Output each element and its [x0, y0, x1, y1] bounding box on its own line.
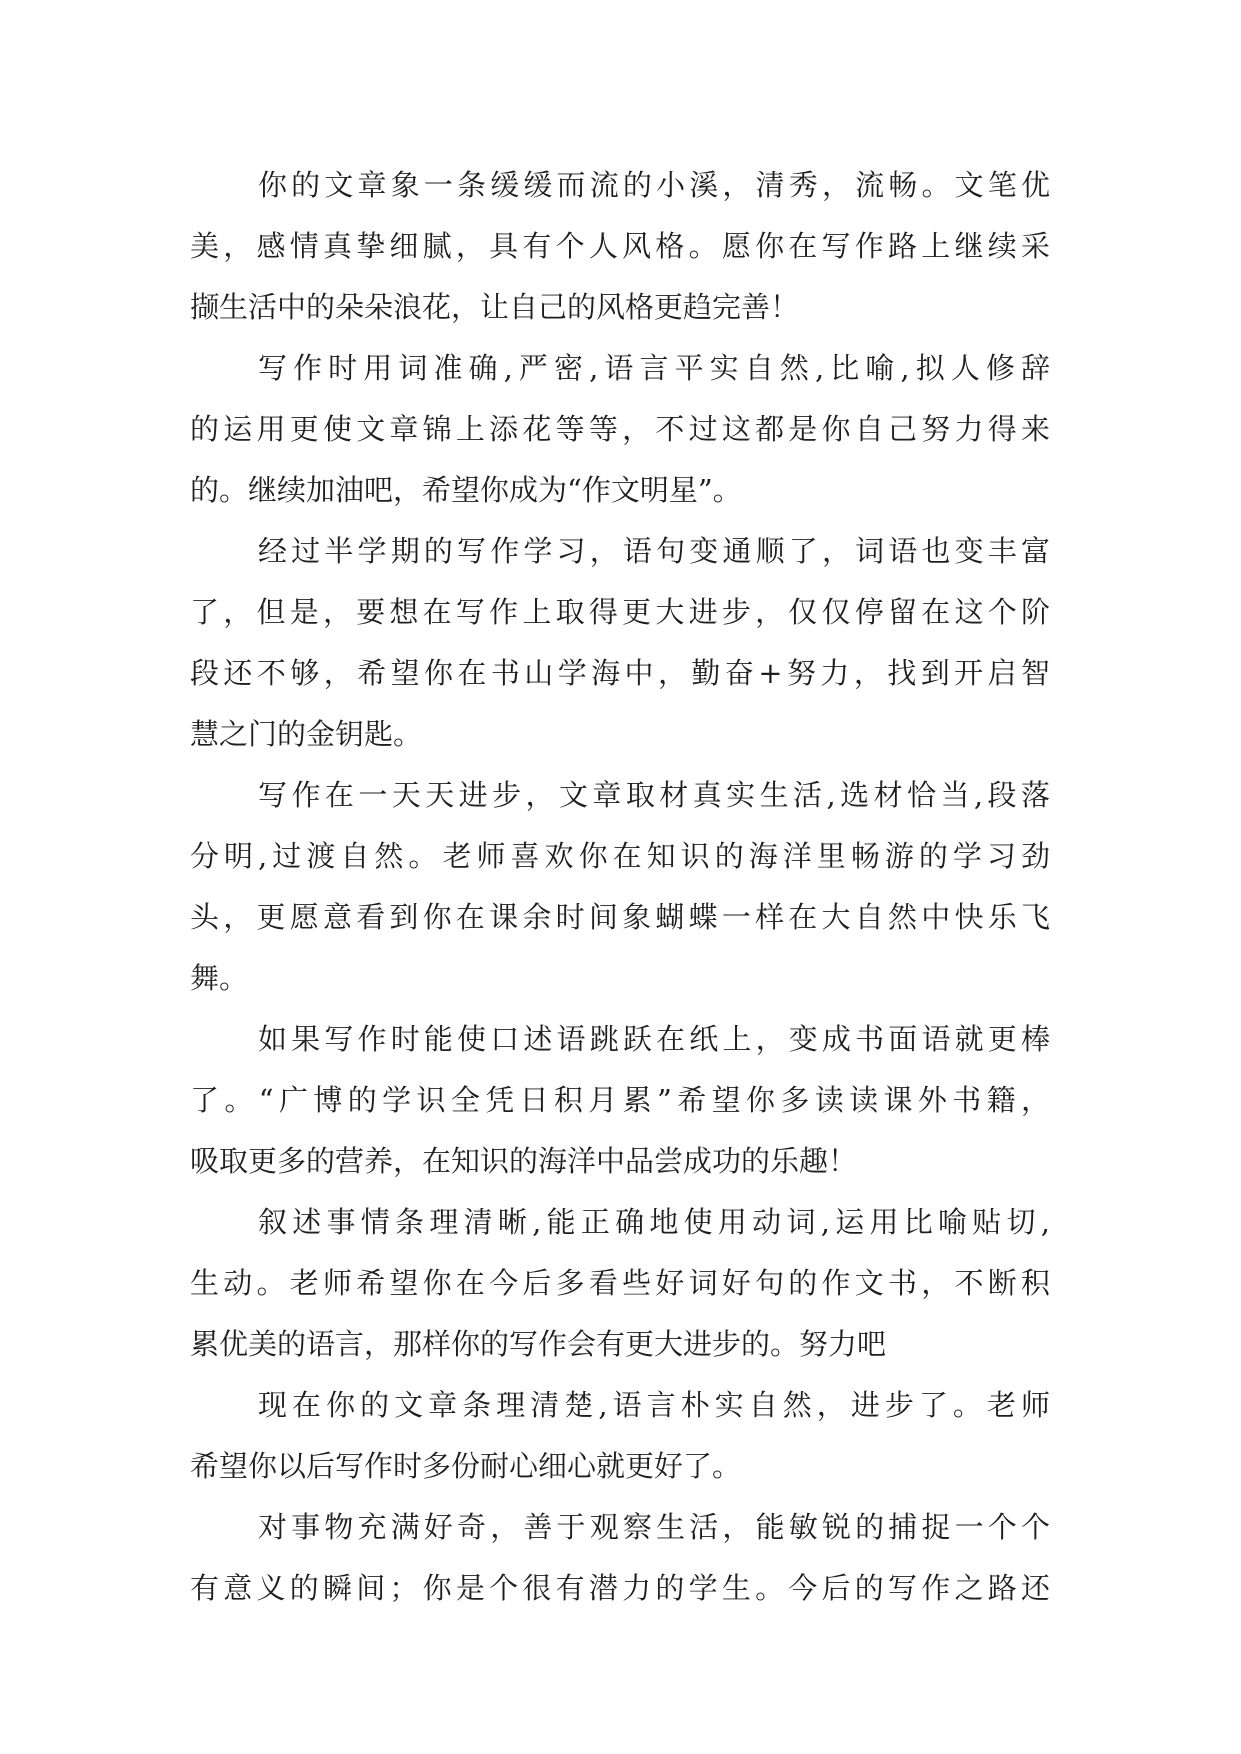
- paragraph-line: 如果写作时能使口述语跳跃在纸上，变成书面语就更棒: [258, 1022, 1050, 1056]
- paragraph-line: 有意义的瞬间；你是个很有潜力的学生。今后的写作之路还: [190, 1571, 1050, 1605]
- paragraph-line: 现在你的文章条理清楚,语言朴实自然，进步了。老师: [258, 1388, 1050, 1422]
- paragraph: [190, 1009, 1050, 1192]
- paragraph-line: 撷生活中的朵朵浪花，让自己的风格更趋完善！: [190, 290, 800, 324]
- paragraph-line: 生动。老师希望你在今后多看些好词好句的作文书，不断积: [190, 1266, 1050, 1300]
- paragraph: [190, 521, 1050, 765]
- paragraph-line: 段还不够，希望你在书山学海中，勤奋+努力，找到开启智: [190, 656, 1050, 690]
- paragraph-line: 累优美的语言，那样你的写作会有更大进步的。努力吧: [190, 1327, 887, 1361]
- paragraph: [190, 1192, 1050, 1375]
- paragraph-line: 经过半学期的写作学习，语句变通顺了，词语也变丰富: [258, 534, 1050, 568]
- paragraph-line: 写作时用词准确,严密,语言平实自然,比喻,拟人修辞: [258, 351, 1050, 385]
- paragraph: [190, 1375, 1050, 1497]
- document-body: [190, 155, 1050, 1619]
- paragraph-line: 叙述事情条理清晰,能正确地使用动词,运用比喻贴切,: [258, 1205, 1050, 1239]
- paragraph-line: 吸取更多的营养，在知识的海洋中品尝成功的乐趣！: [190, 1144, 858, 1178]
- paragraph: [190, 765, 1050, 1009]
- paragraph: [190, 338, 1050, 521]
- paragraph-line: 你的文章象一条缓缓而流的小溪，清秀，流畅。文笔优: [258, 168, 1050, 202]
- paragraph: [190, 155, 1050, 338]
- paragraph-line: 对事物充满好奇，善于观察生活，能敏锐的捕捉一个个: [258, 1510, 1050, 1544]
- paragraph-line: 舞。: [190, 961, 249, 995]
- paragraph-line: 慧之门的金钥匙。: [190, 717, 423, 751]
- paragraph-line: 美，感情真挚细腻，具有个人风格。愿你在写作路上继续采: [190, 229, 1050, 263]
- paragraph-line: 分明,过渡自然。老师喜欢你在知识的海洋里畅游的学习劲: [190, 839, 1050, 873]
- paragraph-line: 的运用更使文章锦上添花等等，不过这都是你自己努力得来: [190, 412, 1050, 446]
- paragraph-line: 头，更愿意看到你在课余时间象蝴蝶一样在大自然中快乐飞: [190, 900, 1050, 934]
- paragraph-line: 了，但是，要想在写作上取得更大进步，仅仅停留在这个阶: [190, 595, 1050, 629]
- paragraph-line: 希望你以后写作时多份耐心细心就更好了。: [190, 1449, 742, 1483]
- paragraph-line: 的。继续加油吧，希望你成为“作文明星”。: [190, 473, 742, 507]
- paragraph-line: 写作在一天天进步，文章取材真实生活,选材恰当,段落: [258, 778, 1050, 812]
- paragraph: [190, 1497, 1050, 1619]
- paragraph-line: 了。“广博的学识全凭日积月累”希望你多读读课外书籍，: [190, 1083, 1050, 1117]
